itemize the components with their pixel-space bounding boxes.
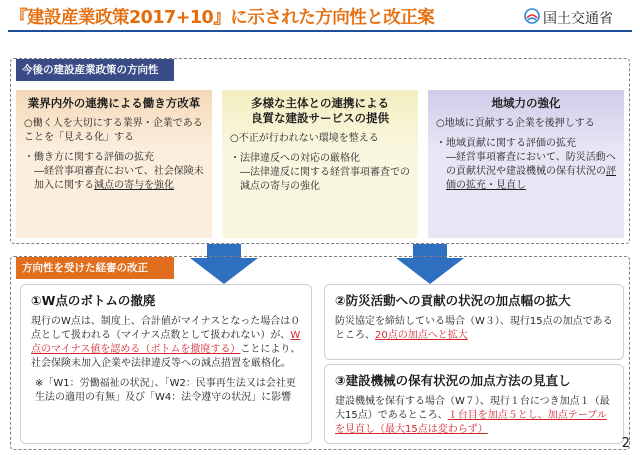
- card-detail: [24, 165, 204, 193]
- card-subpoint: ・法律違反への対応の厳格化: [230, 153, 360, 164]
- card-detail-underlined: 評価の拡充・見直し: [446, 166, 616, 191]
- card-quality-service: [222, 90, 418, 238]
- card-detail-text: ―経営事項審査において、防災活動への貢献状況や建設機械の保有状況の: [446, 152, 616, 177]
- panel-text: [335, 395, 613, 437]
- mlit-logo-icon: [524, 8, 540, 28]
- card-heading-line: 多様な主体との連携による: [251, 96, 389, 110]
- card-subpoint: ・働き方に関する評価の拡充: [24, 152, 154, 163]
- logo: [524, 8, 613, 28]
- card-detail: [436, 151, 616, 193]
- panel-text: [31, 315, 301, 371]
- card-point: ○働く人を大切にする業界・企業であることを「見える化」する: [24, 118, 203, 143]
- card-detail-text: ―経営事項審査において、社会保険未加入に関する: [34, 166, 204, 191]
- card-heading: [230, 96, 410, 126]
- card-heading: 地域力の強化: [491, 96, 561, 110]
- panel-text: [335, 315, 613, 343]
- panel-text-highlight: 20点の加点へと拡大: [375, 330, 468, 341]
- panel-text-part: 現行のW点は、制度上、合計値がマイナスとなった場合は０点として扱われる（マイナス点数として扱われない）が、: [31, 316, 301, 341]
- panel-title: ③建設機械の保有状況の加点方法の見直し: [335, 373, 571, 388]
- title-divider: [8, 30, 632, 32]
- panel-text-part: 建設機械を保有する場合（W７）、現行１台につき加点１（最大15点）であるところ、: [335, 396, 610, 421]
- panel-title: ①W点のボトムの撤廃: [31, 293, 156, 308]
- panel-disaster-contribution: [324, 284, 624, 360]
- panel-title: ②防災活動への貢献の状況の加点幅の拡大: [335, 293, 571, 308]
- card-heading-line: 良質な建設サービスの提供: [251, 111, 389, 125]
- panel-text-highlight: W点のマイナス値を認める（ボトムを撤廃する）: [31, 330, 301, 355]
- page-title: 『建設産業政策2017+10』に示された方向性と改正案: [10, 8, 435, 28]
- panel-text-highlight: １台目を加点５とし、加点テーブルを見直し（最大15点は変わらず）: [335, 410, 607, 435]
- card-heading: 業界内外の連携による働き方改革: [27, 96, 201, 110]
- card-regional-strength: [428, 90, 624, 238]
- card-work-style-reform: [16, 90, 212, 238]
- card-point: ○地域に貢献する企業を後押しする: [436, 118, 595, 129]
- card-detail-underlined: 減点の寄与を強化: [94, 180, 174, 191]
- panel-note: ※「W1：労働福祉の状況」、「W2：民事再生法又は会社更生法の適用の有無」及び「W4：法令遵守の状況」に影響: [35, 378, 296, 403]
- direction-section-label: 今後の建設産業政策の方向性: [16, 59, 174, 81]
- logo-text: 国土交通省: [543, 11, 613, 27]
- card-detail: ―法律違反に関する経営事項審査での減点の寄与の強化: [240, 167, 410, 192]
- panel-text-part: 防災協定を締結している場合（W３）、現行15点の加点であるところ、: [335, 316, 613, 341]
- page-number: 2: [621, 436, 630, 451]
- card-subpoint: ・地域貢献に関する評価の拡充: [436, 138, 576, 149]
- panel-machinery-ownership: [324, 364, 624, 444]
- panel-text-part: ことにより、社会保険未加入企業や法律違反等への減点措置を厳格化。: [31, 344, 301, 369]
- card-point: ○不正が行われない環境を整える: [230, 133, 379, 144]
- revision-section-label: 方向性を受けた経審の改正: [16, 257, 174, 279]
- panel-w-bottom-removal: [20, 284, 312, 444]
